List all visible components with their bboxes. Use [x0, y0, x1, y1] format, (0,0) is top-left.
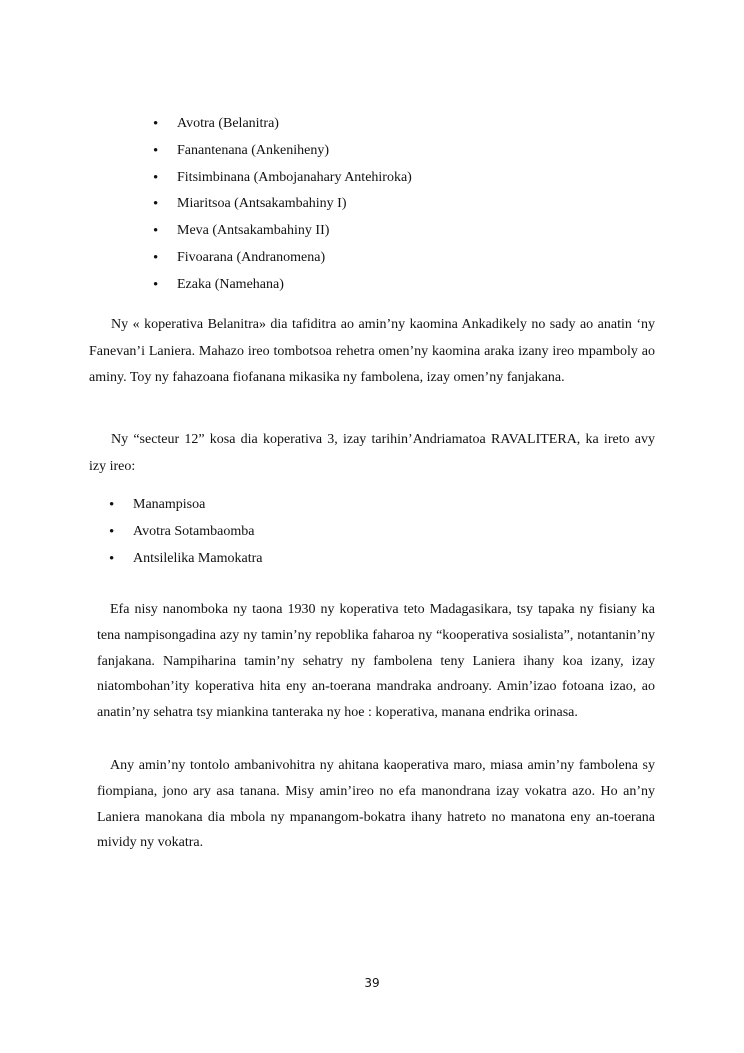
list-item: • Avotra Sotambaomba: [106, 519, 646, 546]
paragraph-history: Efa nisy nanomboka ny taona 1930 ny koperativa teto Madagasikara, tsy tapaka ny fisiany ka tena nampisongadina azy ny tamin’ny repoblika faharoa ny “kooperativa sosialista”, notantanin’ny fanjakana. Nampiharina tamin’ny sehatry ny fambolena teny Laniera ihany koa izany, izay niatombohan’ity koperativa hita eny an-toerana mandraka androany. Amin’izao fotoana izao, ao anatin’ny sehatra tsy miankina tanteraka ny hoe : koperativa, manana endrika orinasa.: [97, 602, 655, 721]
list-item: • Miaritsoa (Antsakambahiny I): [150, 191, 650, 218]
paragraph-belanitra: Ny « koperativa Belanitra» dia tafiditra ao amin’ny kaomina Ankadikely no sady ao anatin ‘ny Fanevan’i Laniera. Mahazo ireo tombotsoa rehetra omen’ny kaomina araka izany ireo mpamboly ao aminy. Toy ny fahazoana fiofanana mikasika ny fambolena, izay omen’ny fanjakana.: [89, 317, 655, 386]
list-item: • Avotra (Belanitra): [150, 111, 650, 138]
secteur-12-list: [106, 492, 646, 572]
list-item: • Fanantenana (Ankeniheny): [150, 138, 650, 165]
page-number: 39: [364, 976, 380, 990]
list-item: • Antsilelika Mamokatra: [106, 546, 646, 573]
list-item: • Ezaka (Namehana): [150, 272, 650, 299]
list-item: • Meva (Antsakambahiny II): [150, 218, 650, 245]
cooperative-list: [150, 111, 650, 299]
list-item: • Manampisoa: [106, 492, 646, 519]
paragraph-rural: Any amin’ny tontolo ambanivohitra ny ahitana kaoperativa maro, miasa amin’ny fambolena sy fiompiana, jono ary asa tanana. Misy amin’ireo no efa manondrana izay vokatra azo. Ho an’ny Laniera manokana dia mbola ny mpanangom-bokatra ihany hatreto no manatona eny an-toerana mividy ny vokatra.: [97, 758, 655, 851]
list-item: • Fitsimbinana (Ambojanahary Antehiroka): [150, 165, 650, 192]
paragraph-secteur-12: Ny “secteur 12” kosa dia koperativa 3, izay tarihin’Andriamatoa RAVALITERA, ka ireto avy izy ireo:: [89, 432, 655, 474]
list-item: • Fivoarana (Andranomena): [150, 245, 650, 272]
